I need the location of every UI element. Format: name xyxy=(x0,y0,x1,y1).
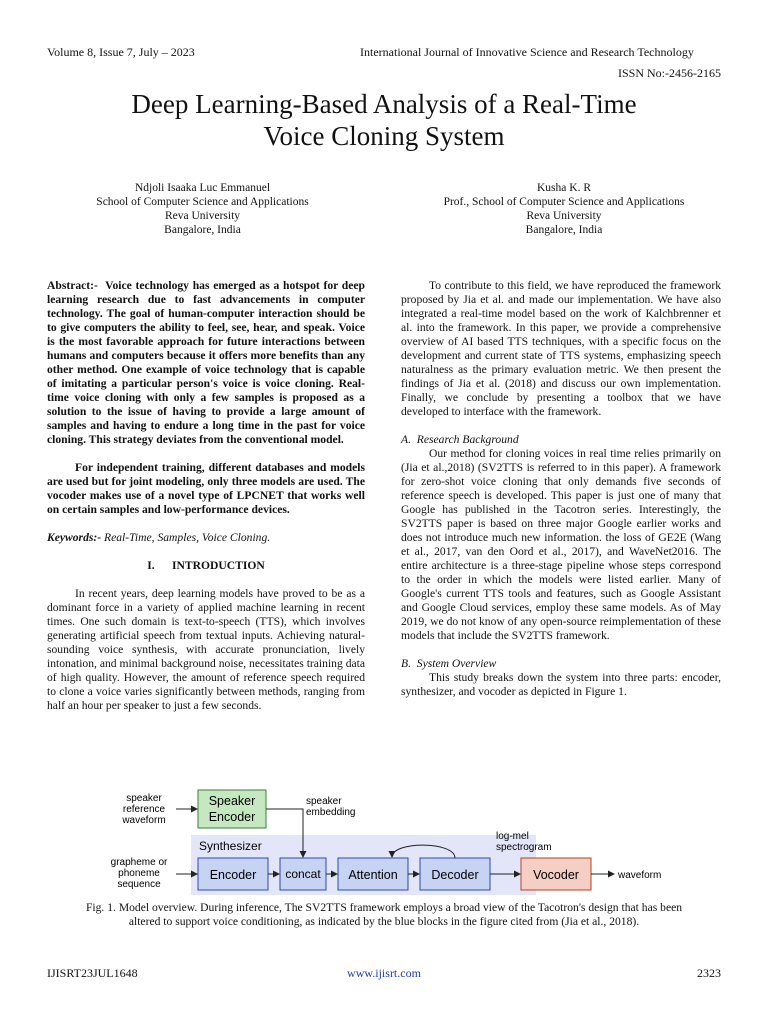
input-speaker-line-1: speaker xyxy=(126,793,162,804)
caption-line-1: Fig. 1. Model overview. During inference, The SV2TTS framework employs a broad view of the Tacotron's design that has been xyxy=(85,901,683,914)
vocoder-label: Vocoder xyxy=(533,868,579,882)
footer-website-link[interactable]: www.ijisrt.com xyxy=(347,966,421,980)
input-speaker-line-2: reference xyxy=(122,804,166,815)
system-overview-paragraph: This study breaks down the system into three parts: encoder, synthesizer, and vocoder as depicted in Figure 1. xyxy=(401,671,721,698)
speaker-embedding-line-2: embedding xyxy=(306,807,356,818)
author-university: Reva University xyxy=(164,210,241,222)
subsection-heading-system-overview: B. System Overview xyxy=(401,657,497,670)
right-column xyxy=(401,279,721,699)
keywords-label: Keywords:- xyxy=(47,531,102,544)
synthesizer-label: Synthesizer xyxy=(199,839,262,853)
title-line-2: Voice Cloning System xyxy=(263,121,505,151)
author-name: Ndjoli Isaaka Luc Emmanuel xyxy=(134,182,271,194)
abstract-label: Abstract:- xyxy=(47,279,98,292)
attention-label: Attention xyxy=(348,868,398,882)
introduction-paragraph-1: In recent years, deep learning models have proved to be as a dominant force in a variety of applied machine learning in recent times. One such domain is text-to-speech (TTS), which involves generating artificial speech from textual inputs. Achieving natural-sounding voice synthesis, with accurate pronunciation, lively intonation, and minimal background noise, necessitates training data of high quality. However, the amount of reference speech required to clone a voice varies significantly between methods, ranging from half an hour per speaker to just a few seconds. xyxy=(47,587,365,712)
encoder-label: Encoder xyxy=(209,868,257,882)
paper-title xyxy=(0,88,768,152)
keywords xyxy=(47,531,365,545)
abstract xyxy=(47,279,365,447)
subsection-heading-research-background: A. Research Background xyxy=(401,433,519,446)
title-line-1: Deep Learning-Based Analysis of a Real-Time xyxy=(131,89,637,119)
input-grapheme-line-1: grapheme or xyxy=(110,857,168,868)
abstract-paragraph-2: For independent training, different databases and models are used but for joint modeling, only three models are used. The vocoder makes use of a novel type of LPCNET that works well on certain samples and low-performance devices. xyxy=(47,461,365,516)
abstract-text: Voice technology has emerged as a hotspot for deep learning research due to fast advancements in computer technology. The goal of human-computer interaction should be to give computers the ability to feel, see, hear, and speak. Voice is the most favorable approach for future interactions between humans and computers because it offers more benefits than any other method. One example of voice technology that is capable of imitating a particular person's voice is voice cloning. Real-time voice cloning with only a few samples is proposed as a solution to the issue of having to provide a large amount of samples and having to endure a long time in the past for voice cloning. This strategy deviates from the conventional model. xyxy=(47,279,365,446)
author-affiliation: School of Computer Science and Applications xyxy=(96,196,309,208)
figure-caption xyxy=(47,901,721,929)
caption-line-2: altered to support voice conditioning, as indicated by the blue blocks in the figure cited from (Jia et al., 2018). xyxy=(128,915,640,928)
research-background-paragraph: Our method for cloning voices in real time relies primarily on (Jia et al.,2018) (SV2TTS is referred to in this paper). A framework for zero-shot voice cloning that only demands five seconds of reference speech is developed. This paper is just one of many that Google has published in the Tacotron series. Interestingly, the SV2TTS paper is based on three major Google earlier works and does not introduce much new information. the loss of GE2E (Wang et al., 2017, van den Oord et al., 2017), and WaveNet2016. The entire architecture is a three-stage pipeline whose steps correspond to the order in which the models were listed earlier. Many of Google's current TTS tools and features, such as Google Assistant and Google Cloud services, employ these same models. As of May 2019, we do not know of any open-source reimplementation of these models that include the SV2TTS framework. xyxy=(401,447,721,642)
author-location: Bangalore, India xyxy=(525,224,603,236)
figure-1-model-overview xyxy=(100,783,700,901)
logmel-line-1: log-mel xyxy=(496,831,529,842)
introduction-paragraph-2: To contribute to this field, we have reproduced the framework proposed by Jia et al. and made our implementation. We have also integrated a real-time model based on the work of Kalchbrenner et al. into the framework. In this paper, we provide a comprehensive overview of AI based TTS techniques, with a specific focus on the development and current state of TTS systems, emphasizing speech naturalness as the primary evaluation metric. We then present the findings of Jia et al. (2018) and discuss our own implementation. Finally, we conclude by presenting a toolbox that we have developed to interface with the framework. xyxy=(401,279,721,418)
journal-name: International Journal of Innovative Science and Research Technology xyxy=(360,45,694,59)
speaker-encoder-line-2: Encoder xyxy=(208,810,256,824)
author-university: Reva University xyxy=(526,210,602,222)
input-grapheme-line-2: phoneme xyxy=(118,868,160,879)
output-waveform-label: waveform xyxy=(618,870,662,881)
concat-label: concat xyxy=(285,867,321,881)
journal-volume: Volume 8, Issue 7, July – 2023 xyxy=(47,45,195,59)
input-speaker-line-3: waveform xyxy=(122,815,166,826)
left-column xyxy=(47,279,365,713)
footer-paper-id: IJISRT23JUL1648 xyxy=(47,966,138,980)
author-name: Kusha K. R xyxy=(537,182,591,194)
author-block-2 xyxy=(404,181,724,237)
section-heading-introduction: I. INTRODUCTION xyxy=(147,559,265,572)
author-block-1 xyxy=(40,181,365,237)
logmel-line-2: spectrogram xyxy=(496,842,552,853)
input-grapheme-line-3: sequence xyxy=(117,879,161,890)
speaker-encoder-line-1: Speaker xyxy=(208,794,256,808)
keywords-text: Real-Time, Samples, Voice Cloning. xyxy=(104,531,271,544)
decoder-label: Decoder xyxy=(431,868,479,882)
speaker-embedding-line-1: speaker xyxy=(306,796,342,807)
author-location: Bangalore, India xyxy=(164,224,241,236)
footer-page-number: 2323 xyxy=(697,966,721,980)
journal-issn: ISSN No:-2456-2165 xyxy=(617,66,721,80)
author-affiliation: Prof., School of Computer Science and Applications xyxy=(443,196,685,208)
